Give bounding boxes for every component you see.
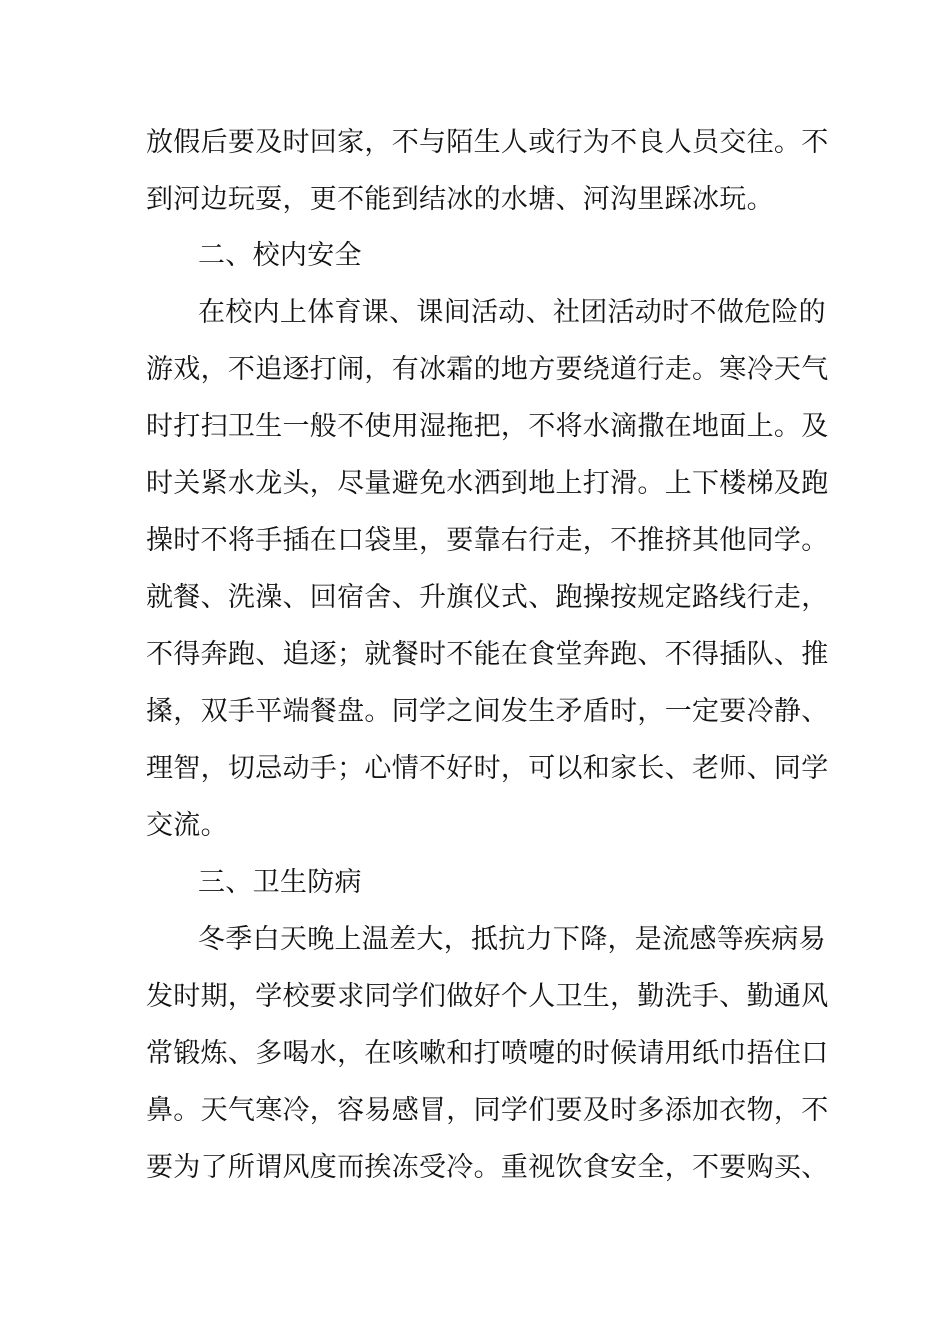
text-line: 不得奔跑、追逐；就餐时不能在食堂奔跑、不得插队、推 (146, 639, 829, 670)
text-line: 理智，切忌动手；心情不好时，可以和家长、老师、同学 (146, 753, 829, 784)
text-line: 交流。 (146, 810, 228, 841)
text-line: 冬季白天晚上温差大，抵抗力下降，是流感等疾病易 (198, 924, 826, 955)
text-line: 发时期，学校要求同学们做好个人卫生，勤洗手、勤通风 (146, 981, 829, 1012)
text-line: 在校内上体育课、课间活动、社团活动时不做危险的 (198, 297, 826, 328)
text-line: 就餐、洗澡、回宿舍、升旗仪式、跑操按规定路线行走， (146, 582, 829, 613)
text-line: 时打扫卫生一般不使用湿拖把，不将水滴撒在地面上。及 (146, 411, 829, 442)
text-line: 时关紧水龙头，尽量避免水洒到地上打滑。上下楼梯及跑 (146, 468, 829, 499)
text-line: 搡，双手平端餐盘。同学之间发生矛盾时，一定要冷静、 (146, 696, 829, 727)
text-line: 放假后要及时回家，不与陌生人或行为不良人员交往。不 (146, 127, 829, 158)
text-line: 要为了所谓风度而挨冻受冷。重视饮食安全，不要购买、 (146, 1152, 829, 1183)
text-line: 操时不将手插在口袋里，要靠右行走，不推挤其他同学。 (146, 525, 829, 556)
section-heading-hygiene: 三、卫生防病 (198, 867, 362, 898)
section-heading-campus-safety: 二、校内安全 (198, 240, 362, 271)
text-line: 到河边玩耍，更不能到结冰的水塘、河沟里踩冰玩。 (146, 184, 774, 215)
text-line: 游戏，不追逐打闹，有冰霜的地方要绕道行走。寒冷天气 (146, 354, 829, 385)
text-line: 常锻炼、多喝水，在咳嗽和打喷嚏的时候请用纸巾捂住口 (146, 1038, 829, 1069)
text-line: 鼻。天气寒冷，容易感冒，同学们要及时多添加衣物，不 (146, 1095, 829, 1126)
